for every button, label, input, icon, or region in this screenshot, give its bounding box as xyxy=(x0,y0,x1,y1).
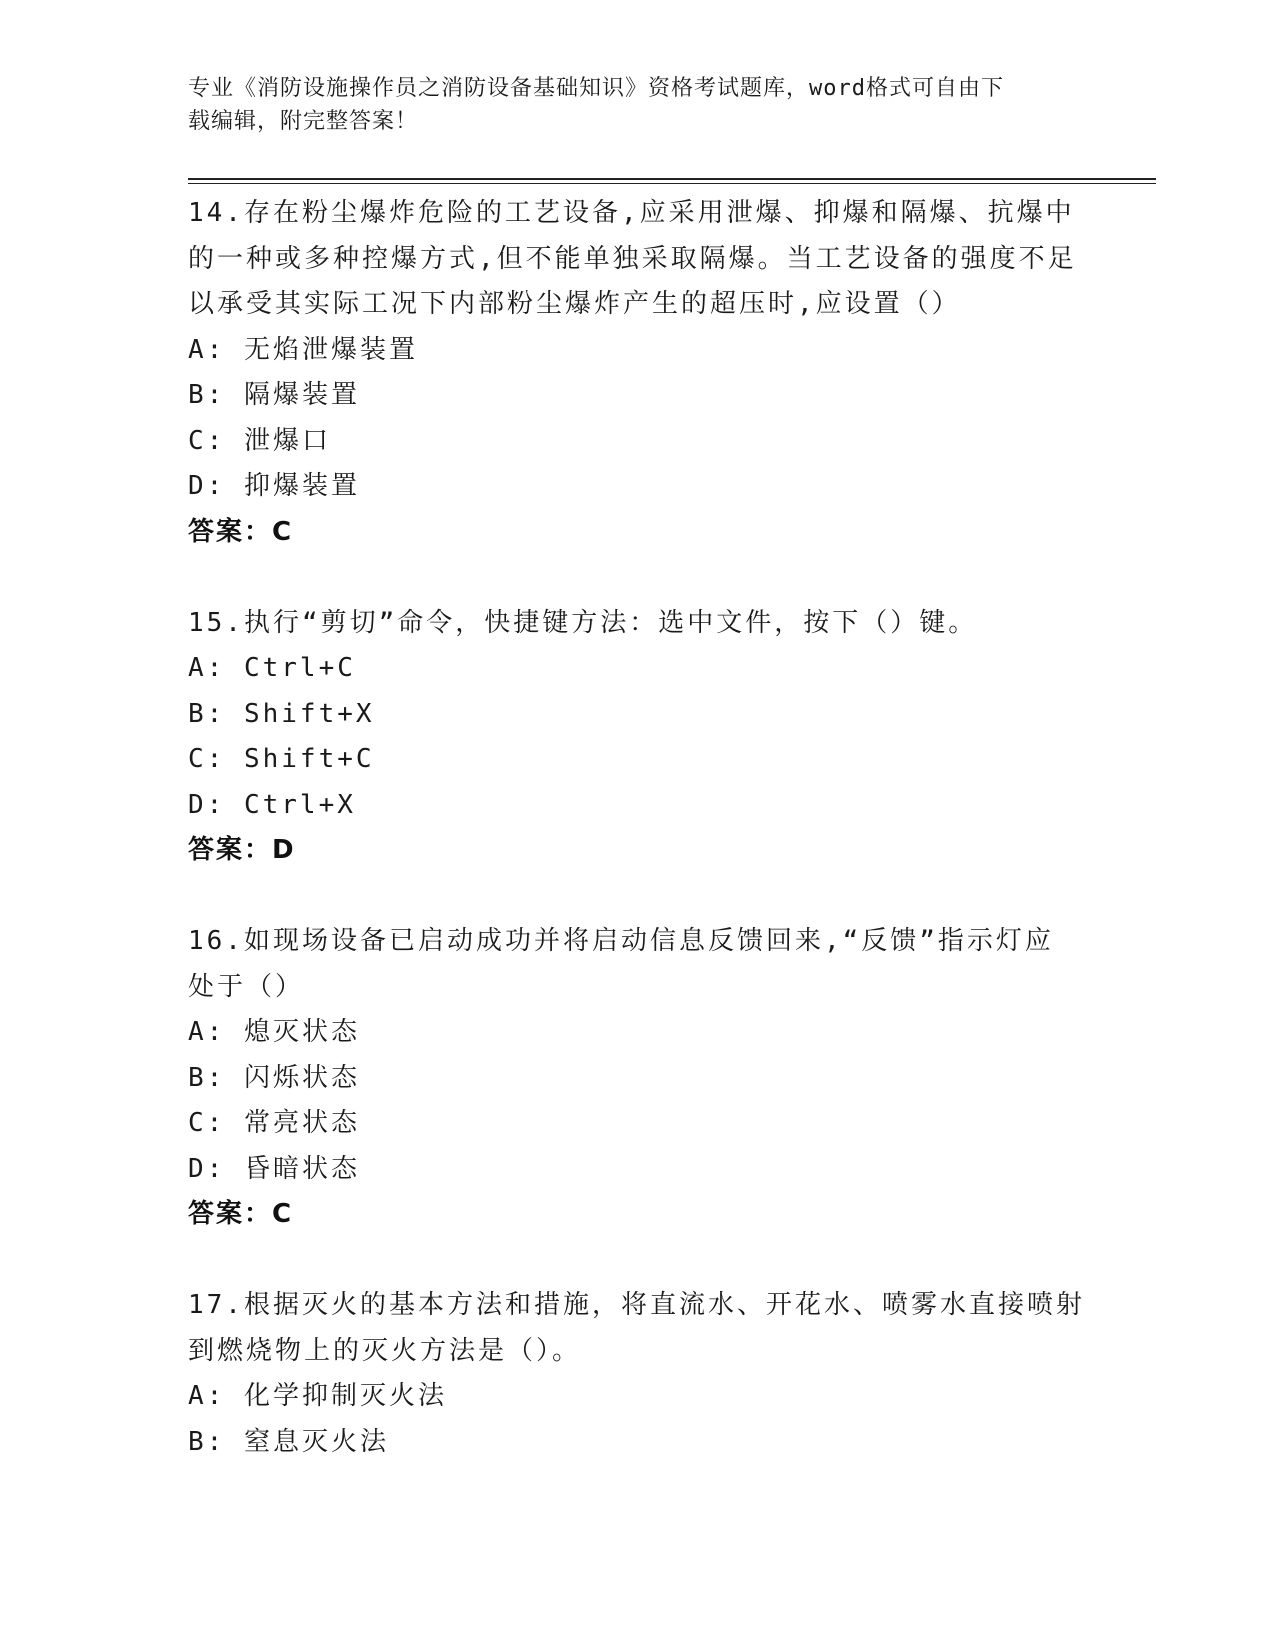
question-list xyxy=(188,191,1088,1465)
question-stem-line: 17.根据灭火的基本方法和措施，将直流水、开花水、喷雾水直接喷射 xyxy=(188,1290,1085,1320)
question-stem-line: 15.执行“剪切”命令，快捷键方法：选中文件，按下（）键。 xyxy=(188,607,978,638)
question-stem-line: 以承受其实际工况下内部粉尘爆炸产生的超压时,应设置（） xyxy=(188,289,961,319)
question-17 xyxy=(188,1283,1088,1465)
question-15 xyxy=(188,601,1088,874)
option-c: C: 常亮状态 xyxy=(188,1108,360,1138)
question-stem-line: 到燃烧物上的灭火方法是（）。 xyxy=(188,1335,582,1366)
answer: 答案：D xyxy=(188,835,296,865)
question-spacer xyxy=(188,1238,1088,1284)
question-stem-line: 14.存在粉尘爆炸危险的工艺设备,应采用泄爆、抑爆和隔爆、抗爆中 xyxy=(188,198,1075,228)
document-header xyxy=(188,72,1088,138)
option-d: D: 抑爆装置 xyxy=(188,471,360,501)
question-spacer xyxy=(188,555,1088,601)
question-stem-line: 处于（） xyxy=(188,971,305,1002)
question-16 xyxy=(188,919,1088,1238)
question-stem-line: 的一种或多种控爆方式,但不能单独采取隔爆。当工艺设备的强度不足 xyxy=(188,243,1077,274)
option-a: A: 熄灭状态 xyxy=(188,1017,360,1047)
header-line-2: 载编辑，附完整答案！ xyxy=(188,109,419,134)
option-a: A: 化学抑制灭火法 xyxy=(188,1381,447,1411)
option-a: A: 无焰泄爆装置 xyxy=(188,334,418,365)
option-c: C: Shift+C xyxy=(188,744,375,774)
option-b: B: 闪烁状态 xyxy=(188,1062,360,1093)
answer: 答案：C xyxy=(188,516,294,547)
question-spacer xyxy=(188,874,1088,920)
option-c: C: 泄爆口 xyxy=(188,425,331,456)
option-b: B: 隔爆装置 xyxy=(188,380,360,410)
option-b: B: Shift+X xyxy=(188,698,375,729)
answer: 答案：C xyxy=(188,1199,294,1229)
header-divider-thick xyxy=(188,178,1156,180)
question-stem-line: 16.如现场设备已启动成功并将启动信息反馈回来,“反馈”指示灯应 xyxy=(188,926,1054,956)
option-d: D: 昏暗状态 xyxy=(188,1153,360,1184)
option-a: A: Ctrl+C xyxy=(188,653,356,683)
header-divider-thin xyxy=(188,183,1156,184)
question-14 xyxy=(188,191,1088,555)
option-d: D: Ctrl+X xyxy=(188,789,356,820)
header-line-1: 专业《消防设施操作员之消防设备基础知识》资格考试题库，word格式可自由下 xyxy=(188,76,1004,101)
option-b: B: 窒息灭火法 xyxy=(188,1426,389,1457)
